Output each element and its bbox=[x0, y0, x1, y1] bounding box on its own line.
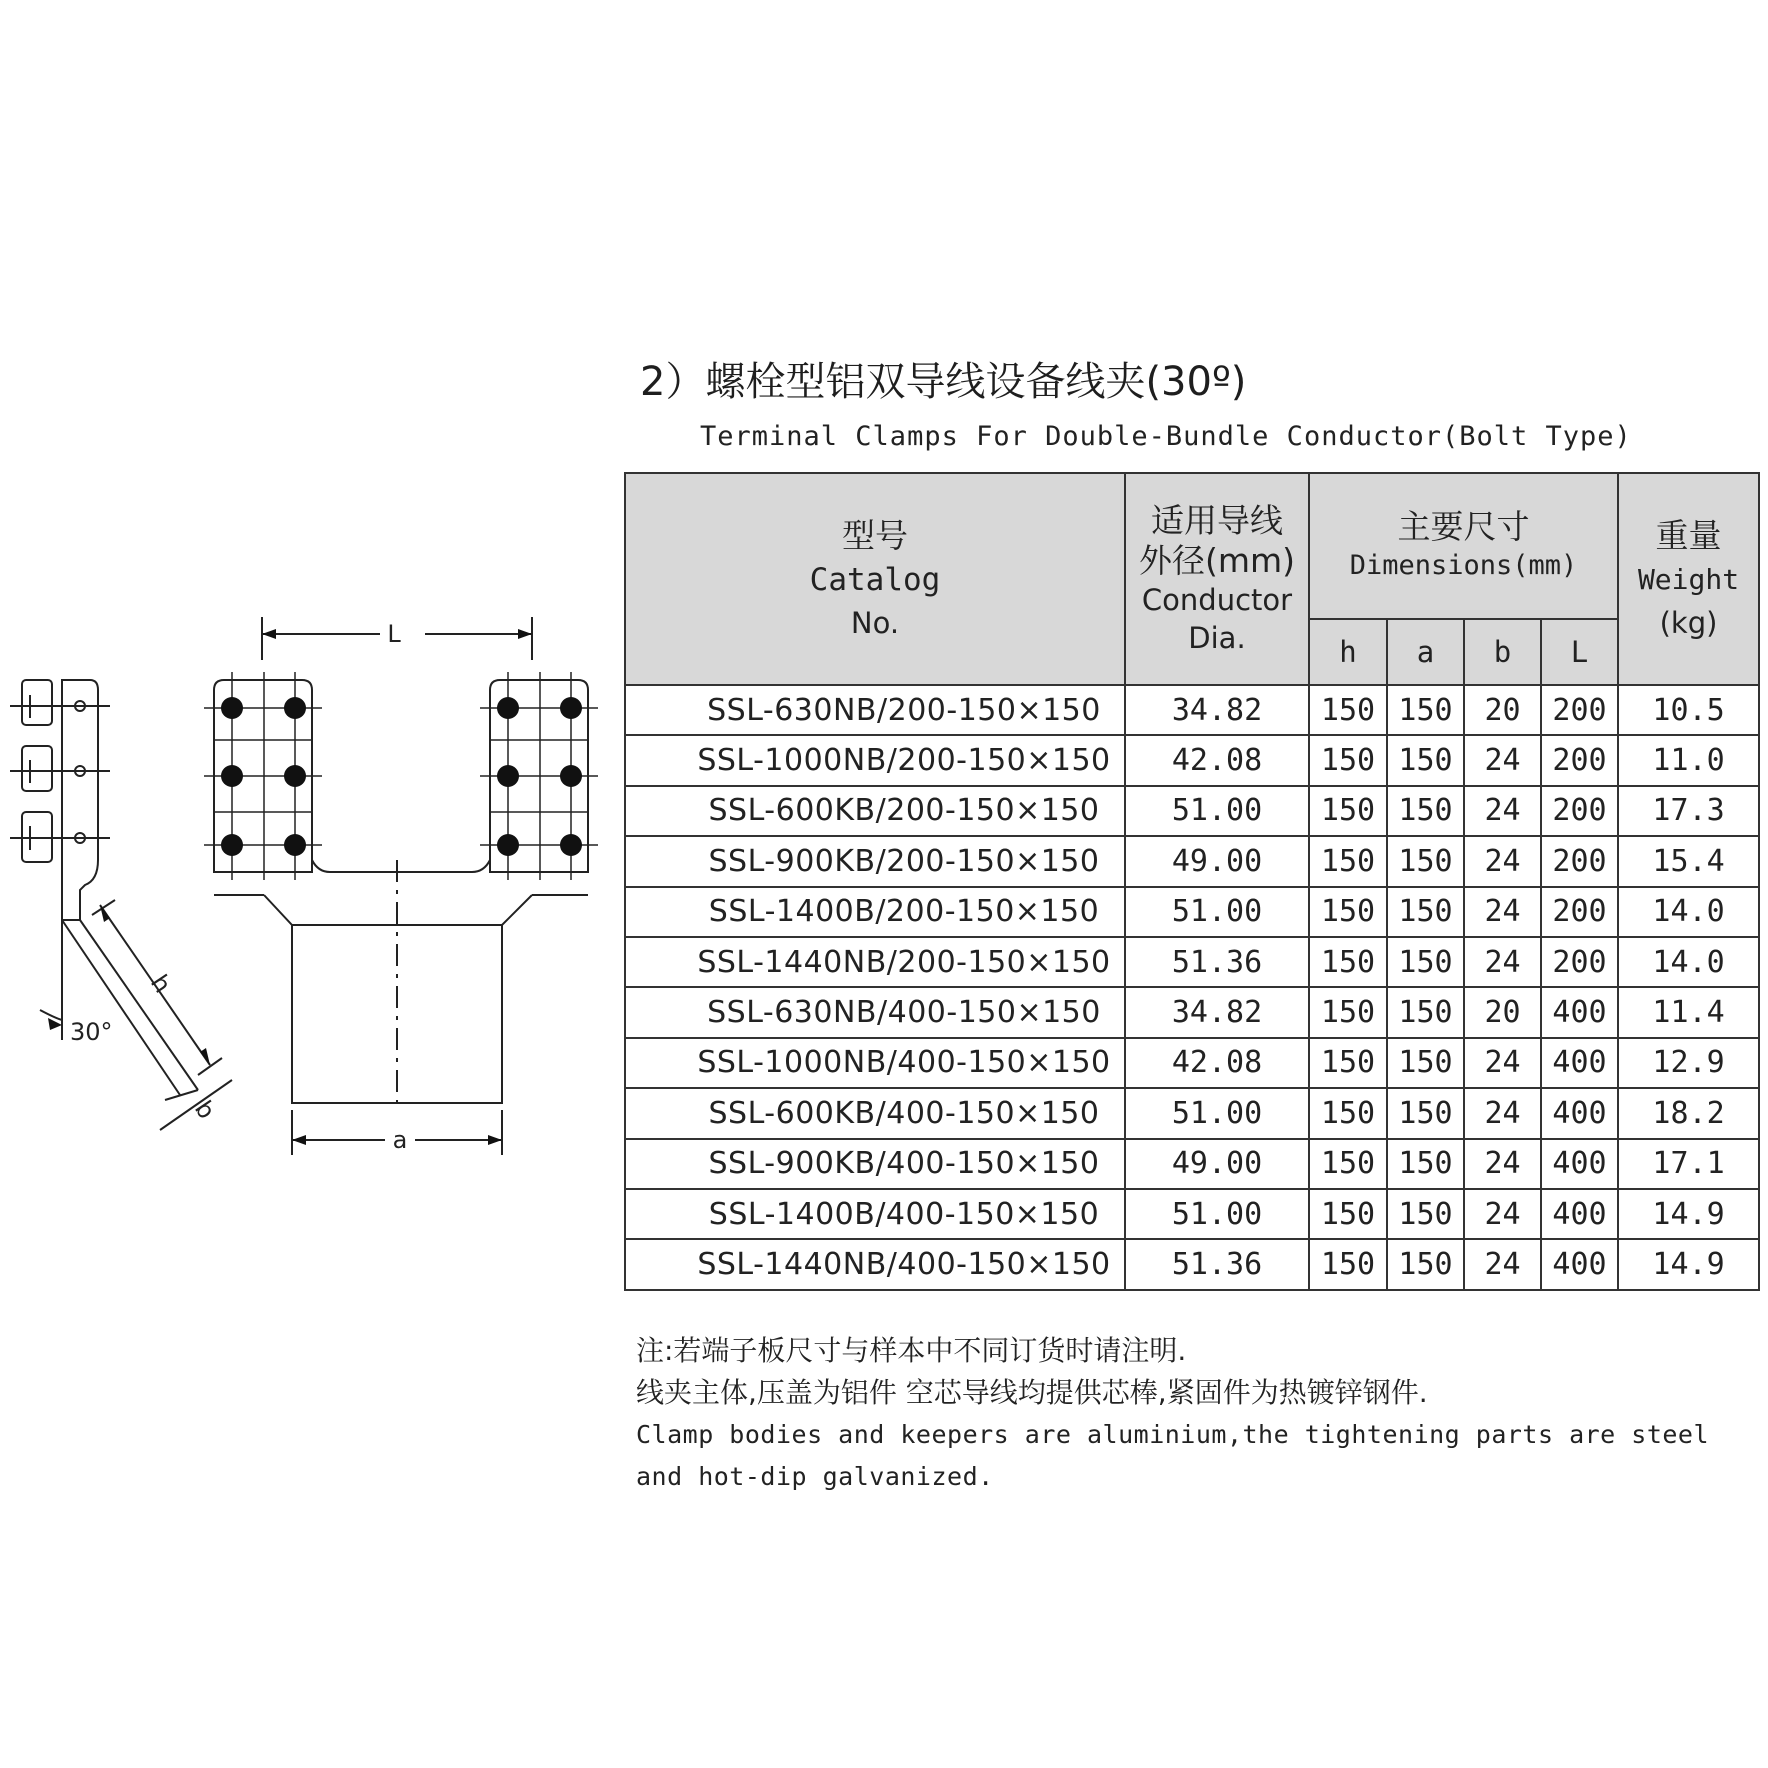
header-weight-unit: (kg) bbox=[1659, 606, 1718, 640]
cell-b: 20 bbox=[1464, 685, 1541, 735]
page-title-chinese: 2）螺栓型铝双导线设备线夹(30º) bbox=[640, 359, 1247, 405]
cell-dia: 34.82 bbox=[1125, 987, 1309, 1037]
header-dimensions bbox=[1309, 473, 1618, 619]
table-row bbox=[625, 1239, 1759, 1289]
cell-h: 150 bbox=[1309, 836, 1387, 886]
cell-catalog: SSL-1400B/400-150×150 bbox=[625, 1189, 1125, 1239]
cell-h: 150 bbox=[1309, 685, 1387, 735]
header-catalog-en: Catalog bbox=[809, 562, 941, 598]
page-title-english: Terminal Clamps For Double-Bundle Conductor(Bolt Type) bbox=[700, 421, 1632, 452]
header-a: a bbox=[1387, 619, 1464, 685]
table-row bbox=[625, 987, 1759, 1037]
dimension-label-a: a bbox=[392, 1126, 408, 1154]
cell-dia: 42.08 bbox=[1125, 735, 1309, 785]
cell-catalog: SSL-1440NB/400-150×150 bbox=[625, 1239, 1125, 1289]
cell-a: 150 bbox=[1387, 1038, 1464, 1088]
cell-L: 400 bbox=[1541, 1038, 1618, 1088]
cell-catalog: SSL-600KB/400-150×150 bbox=[625, 1088, 1125, 1138]
cell-h: 150 bbox=[1309, 735, 1387, 785]
cell-dia: 51.00 bbox=[1125, 786, 1309, 836]
cell-b: 24 bbox=[1464, 1239, 1541, 1289]
cell-L: 400 bbox=[1541, 1088, 1618, 1138]
table-row bbox=[625, 887, 1759, 937]
cell-L: 200 bbox=[1541, 836, 1618, 886]
cell-b: 24 bbox=[1464, 937, 1541, 987]
cell-weight: 11.4 bbox=[1618, 987, 1759, 1037]
header-dims-cn: 主要尺寸 bbox=[1397, 507, 1530, 546]
cell-dia: 51.36 bbox=[1125, 1239, 1309, 1289]
header-dia-en-2: Dia. bbox=[1188, 621, 1246, 655]
cell-a: 150 bbox=[1387, 685, 1464, 735]
cell-L: 200 bbox=[1541, 786, 1618, 836]
header-dia-en-1: Conductor bbox=[1141, 583, 1293, 617]
note-line-en-2: and hot-dip galvanized. bbox=[636, 1462, 994, 1491]
cell-b: 24 bbox=[1464, 1038, 1541, 1088]
clamp-technical-drawing bbox=[0, 600, 620, 1160]
table-row bbox=[625, 735, 1759, 785]
cell-L: 200 bbox=[1541, 735, 1618, 785]
cell-L: 200 bbox=[1541, 887, 1618, 937]
dimension-label-angle: 30° bbox=[70, 1018, 113, 1046]
header-b: b bbox=[1464, 619, 1541, 685]
cell-catalog: SSL-600KB/200-150×150 bbox=[625, 786, 1125, 836]
cell-dia: 49.00 bbox=[1125, 836, 1309, 886]
cell-dia: 49.00 bbox=[1125, 1139, 1309, 1189]
cell-weight: 14.9 bbox=[1618, 1239, 1759, 1289]
cell-weight: 14.0 bbox=[1618, 937, 1759, 987]
table-row bbox=[625, 836, 1759, 886]
dimension-label-L: L bbox=[387, 620, 401, 648]
cell-a: 150 bbox=[1387, 987, 1464, 1037]
cell-weight: 18.2 bbox=[1618, 1088, 1759, 1138]
note-line-cn-2: 线夹主体,压盖为铝件 空芯导线均提供芯棒,紧固件为热镀锌钢件. bbox=[636, 1376, 1428, 1409]
note-line-cn-1: 注:若端子板尺寸与样本中不同订货时请注明. bbox=[636, 1334, 1187, 1367]
cell-b: 20 bbox=[1464, 987, 1541, 1037]
cell-h: 150 bbox=[1309, 1139, 1387, 1189]
table-row bbox=[625, 1189, 1759, 1239]
header-h: h bbox=[1309, 619, 1387, 685]
cell-L: 200 bbox=[1541, 937, 1618, 987]
cell-catalog: SSL-1000NB/200-150×150 bbox=[625, 735, 1125, 785]
header-catalog-no: No. bbox=[850, 606, 900, 640]
cell-catalog: SSL-900KB/200-150×150 bbox=[625, 836, 1125, 886]
table-row bbox=[625, 937, 1759, 987]
cell-a: 150 bbox=[1387, 1239, 1464, 1289]
cell-catalog: SSL-630NB/200-150×150 bbox=[625, 685, 1125, 735]
cell-dia: 51.36 bbox=[1125, 937, 1309, 987]
header-conductor-dia bbox=[1125, 473, 1309, 685]
cell-weight: 15.4 bbox=[1618, 836, 1759, 886]
cell-weight: 17.1 bbox=[1618, 1139, 1759, 1189]
header-dia-cn-1: 适用导线 bbox=[1151, 501, 1283, 540]
cell-weight: 14.9 bbox=[1618, 1189, 1759, 1239]
cell-a: 150 bbox=[1387, 1139, 1464, 1189]
cell-weight: 14.0 bbox=[1618, 887, 1759, 937]
cell-b: 24 bbox=[1464, 1088, 1541, 1138]
cell-L: 400 bbox=[1541, 987, 1618, 1037]
cell-weight: 10.5 bbox=[1618, 685, 1759, 735]
cell-h: 150 bbox=[1309, 1038, 1387, 1088]
cell-catalog: SSL-630NB/400-150×150 bbox=[625, 987, 1125, 1037]
cell-catalog: SSL-1440NB/200-150×150 bbox=[625, 937, 1125, 987]
table-row bbox=[625, 786, 1759, 836]
notes-block bbox=[636, 1330, 1756, 1498]
cell-catalog: SSL-900KB/400-150×150 bbox=[625, 1139, 1125, 1189]
cell-a: 150 bbox=[1387, 1189, 1464, 1239]
cell-a: 150 bbox=[1387, 836, 1464, 886]
cell-h: 150 bbox=[1309, 1088, 1387, 1138]
cell-b: 24 bbox=[1464, 1189, 1541, 1239]
header-dims-en: Dimensions(mm) bbox=[1349, 550, 1578, 581]
header-dia-cn-2: 外径(mm) bbox=[1138, 541, 1296, 580]
cell-dia: 34.82 bbox=[1125, 685, 1309, 735]
cell-b: 24 bbox=[1464, 1139, 1541, 1189]
cell-b: 24 bbox=[1464, 735, 1541, 785]
specifications-table bbox=[624, 472, 1760, 1291]
cell-h: 150 bbox=[1309, 1239, 1387, 1289]
dimension-label-b: b bbox=[189, 1095, 221, 1124]
cell-b: 24 bbox=[1464, 887, 1541, 937]
cell-dia: 51.00 bbox=[1125, 1088, 1309, 1138]
table-row bbox=[625, 685, 1759, 735]
header-catalog-cn: 型号 bbox=[842, 516, 908, 555]
front-view bbox=[204, 617, 598, 1155]
cell-h: 150 bbox=[1309, 987, 1387, 1037]
cell-a: 150 bbox=[1387, 735, 1464, 785]
cell-catalog: SSL-1000NB/400-150×150 bbox=[625, 1038, 1125, 1088]
cell-h: 150 bbox=[1309, 887, 1387, 937]
cell-a: 150 bbox=[1387, 786, 1464, 836]
cell-L: 400 bbox=[1541, 1139, 1618, 1189]
cell-weight: 12.9 bbox=[1618, 1038, 1759, 1088]
cell-L: 400 bbox=[1541, 1239, 1618, 1289]
cell-L: 200 bbox=[1541, 685, 1618, 735]
side-view bbox=[10, 680, 232, 1130]
dimension-label-h: h bbox=[145, 969, 177, 998]
table-row bbox=[625, 1139, 1759, 1189]
header-weight-en: Weight bbox=[1637, 563, 1740, 596]
table-row bbox=[625, 1088, 1759, 1138]
cell-dia: 51.00 bbox=[1125, 887, 1309, 937]
header-weight bbox=[1618, 473, 1759, 685]
cell-dia: 51.00 bbox=[1125, 1189, 1309, 1239]
cell-h: 150 bbox=[1309, 786, 1387, 836]
cell-weight: 11.0 bbox=[1618, 735, 1759, 785]
cell-h: 150 bbox=[1309, 1189, 1387, 1239]
cell-a: 150 bbox=[1387, 937, 1464, 987]
header-catalog bbox=[625, 473, 1125, 685]
cell-b: 24 bbox=[1464, 836, 1541, 886]
cell-a: 150 bbox=[1387, 887, 1464, 937]
cell-h: 150 bbox=[1309, 937, 1387, 987]
header-L: L bbox=[1541, 619, 1618, 685]
note-line-en-1: Clamp bodies and keepers are aluminium,the tightening parts are steel bbox=[636, 1420, 1710, 1449]
cell-a: 150 bbox=[1387, 1088, 1464, 1138]
cell-L: 400 bbox=[1541, 1189, 1618, 1239]
cell-b: 24 bbox=[1464, 786, 1541, 836]
cell-catalog: SSL-1400B/200-150×150 bbox=[625, 887, 1125, 937]
table-row bbox=[625, 1038, 1759, 1088]
cell-dia: 42.08 bbox=[1125, 1038, 1309, 1088]
header-weight-cn: 重量 bbox=[1655, 516, 1722, 555]
cell-weight: 17.3 bbox=[1618, 786, 1759, 836]
